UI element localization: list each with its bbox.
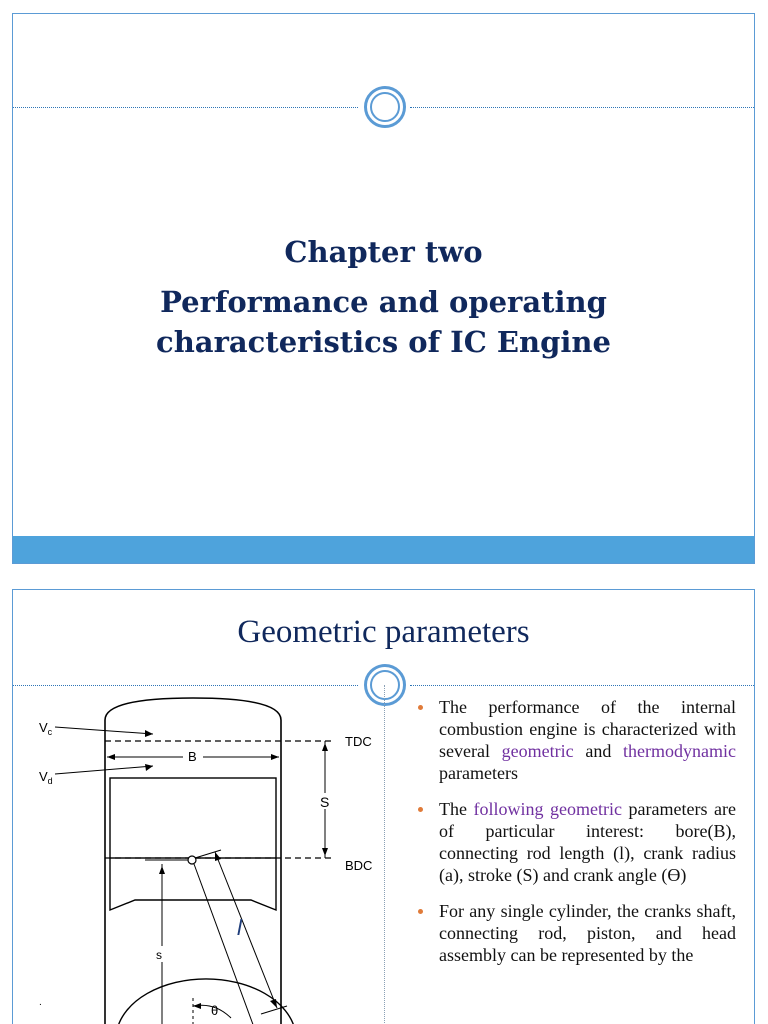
vc-label [39, 720, 53, 737]
s-arrow-up [159, 866, 165, 874]
bullet-list [418, 696, 736, 980]
stroke-arrow-up [322, 743, 328, 751]
theta-label: θ [211, 1003, 219, 1018]
stroke-label: S [320, 794, 330, 810]
tdc-label: TDC [345, 734, 372, 749]
left-divider-line [13, 685, 358, 686]
right-divider-line [410, 107, 754, 108]
slide-title [13, 232, 754, 362]
left-divider-line [13, 107, 358, 108]
vd-label-sub: d [47, 776, 53, 786]
bullet-item [418, 696, 736, 784]
bullet-text: parameters [439, 763, 518, 783]
vc-label-main: V [39, 720, 48, 735]
vc-pointer-line [55, 727, 153, 734]
chapter-subtitle [13, 282, 754, 362]
vc-label-sub: c [47, 727, 53, 737]
s-label: s [156, 948, 162, 962]
bullet-accent-geometric: geometric [501, 741, 574, 761]
bullet-item [418, 900, 736, 966]
bore-arrow-left [107, 754, 115, 760]
wrist-pin [188, 856, 196, 864]
bdc-label: BDC [345, 858, 373, 873]
stroke-arrow-down [322, 848, 328, 856]
bore-arrow-right [271, 754, 279, 760]
slide-heading: Geometric parameters [237, 614, 530, 650]
vd-label-main: V [39, 769, 48, 784]
vc-pointer-arrow [145, 730, 153, 737]
piston-body [110, 778, 276, 858]
title-slide [12, 13, 755, 564]
bullet-text: The performance of the internal combustion engine is characterized with several [439, 697, 736, 761]
chapter-subtitle-line-2: characteristics of IC Engine [156, 325, 611, 359]
connecting-rod-line [194, 864, 255, 1024]
chapter-subtitle-line-1: Performance and operating [160, 285, 607, 319]
bullet-text: The [439, 799, 474, 819]
vd-pointer-arrow [145, 764, 153, 771]
bullet-text: and [573, 741, 624, 761]
piston-skirt [110, 858, 276, 910]
bullet-text: parameters are of particular interest: bore(B), connecting rod length (l), crank radius (a), stroke (S) and crank angle (ϴ) [439, 799, 736, 885]
bore-label: B [188, 749, 197, 764]
stray-dot-mark: . [39, 997, 42, 1008]
footer-band [13, 536, 754, 563]
content-slide [12, 589, 755, 1024]
l-arrow-top [215, 852, 221, 861]
chapter-heading: Chapter two [284, 235, 483, 269]
bullet-text: For any single cylinder, the cranks shaft, connecting rod, piston, and head assembly can be represented by the [439, 901, 736, 965]
engine-geometry-diagram [25, 690, 375, 1024]
theta-arrow-left [193, 1003, 201, 1009]
vd-pointer-line [55, 766, 153, 774]
column-separator [384, 685, 385, 1024]
vd-label [39, 769, 53, 786]
bullet-accent-following-geometric: following geometric [473, 799, 623, 819]
right-divider-line [410, 685, 754, 686]
bullet-item [418, 798, 736, 886]
ring-ornament-icon [364, 86, 406, 128]
bullet-accent-thermodynamic: thermodynamic [623, 741, 736, 761]
l-label: l [237, 915, 242, 940]
